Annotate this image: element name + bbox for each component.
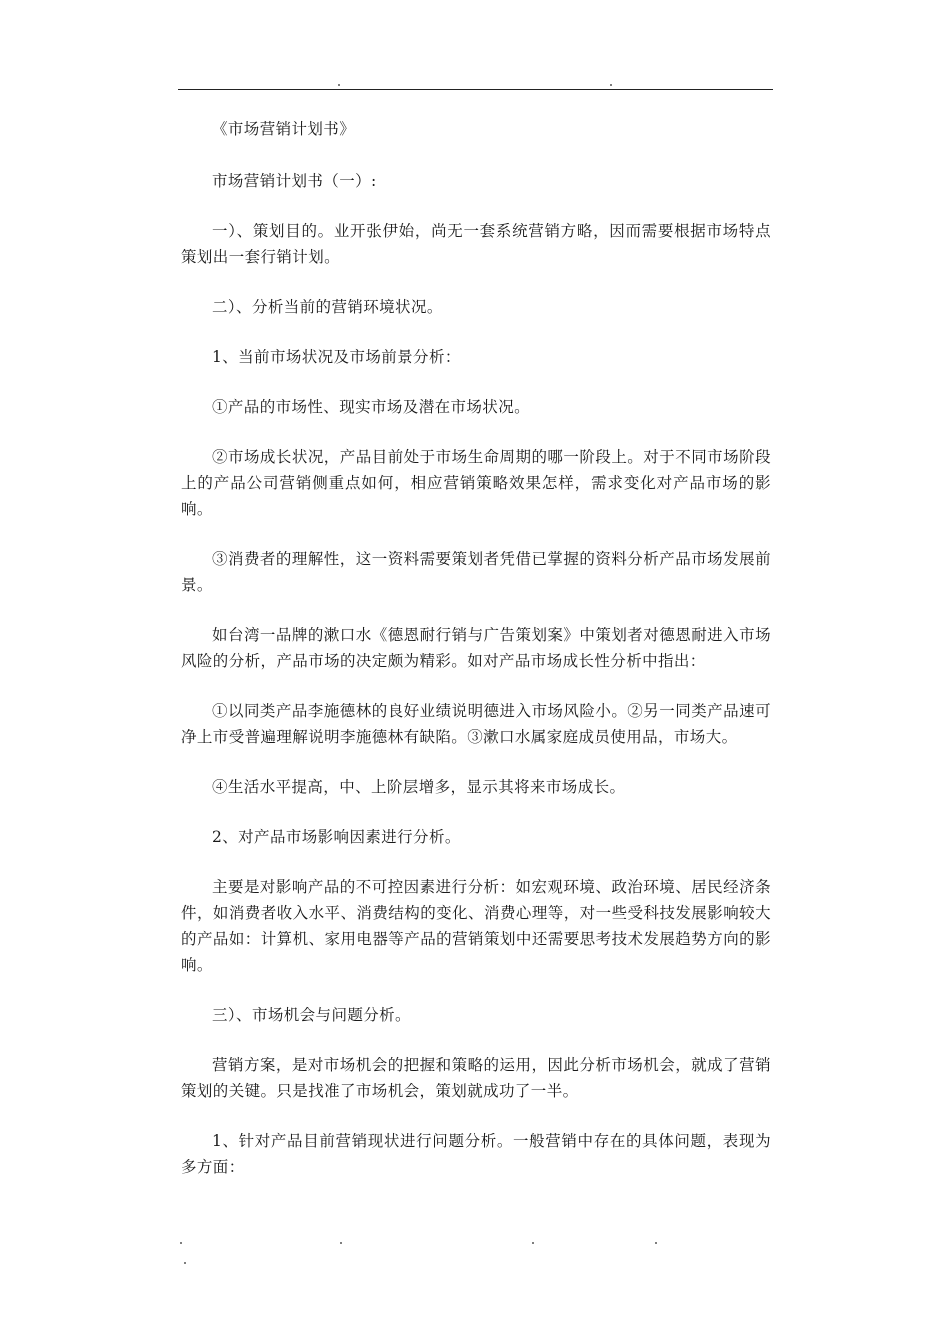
section-heading: 市场营销计划书（一）: (212, 172, 377, 190)
footer-dot-mark (180, 1242, 182, 1244)
document-title: 《市场营销计划书》 (212, 120, 356, 138)
subsection-heading: 2、对产品市场影响因素进行分析。 (212, 828, 461, 846)
footer-dot-mark (340, 1242, 342, 1244)
section-heading: 二）、分析当前的营销环境状况。 (212, 298, 443, 316)
header-dot-mark (610, 84, 612, 86)
list-item: ③消费者的理解性，这一资料需要策划者凭借已掌握的资料分析产品市场发展前景。 (181, 550, 771, 594)
footer-dot-mark (655, 1242, 657, 1244)
list-item: ②市场成长状况，产品目前处于市场生命周期的哪一阶段上。对于不同市场阶段上的产品公司营销侧重点如何，相应营销策略效果怎样，需求变化对产品市场的影响。 (181, 448, 771, 518)
document-body (181, 116, 771, 1204)
paragraph: 营销方案，是对市场机会的把握和策略的运用，因此分析市场机会，就成了营销策划的关键。只是找准了市场机会，策划就成功了一半。 (181, 1056, 771, 1100)
paragraph: 主要是对影响产品的不可控因素进行分析：如宏观环境、政治环境、居民经济条件，如消费者收入水平、消费结构的变化、消费心理等，对一些受科技发展影响较大的产品如：计算机、家用电器等产品的营销策划中还需要思考技术发展趋势方向的影响。 (181, 878, 771, 974)
subsection-heading: 1、针对产品目前营销现状进行问题分析。一般营销中存在的具体问题，表现为多方面： (181, 1132, 771, 1176)
list-item: ①以同类产品李施德林的良好业绩说明德进入市场风险小。②另一同类产品速可净上市受普遍理解说明李施德林有缺陷。③漱口水属家庭成员使用品，市场大。 (181, 702, 771, 746)
section-heading: 三）、市场机会与问题分析。 (212, 1006, 411, 1024)
header-rule (178, 89, 773, 90)
footer-dot-mark (184, 1262, 186, 1264)
paragraph: 一）、策划目的。业开张伊始，尚无一套系统营销方略，因而需要根据市场特点策划出一套行销计划。 (181, 222, 771, 266)
header-dot-mark (338, 84, 340, 86)
list-item: ①产品的市场性、现实市场及潜在市场状况。 (212, 398, 531, 416)
list-item: ④生活水平提高，中、上阶层增多，显示其将来市场成长。 (212, 778, 626, 796)
footer-dot-mark (532, 1242, 534, 1244)
paragraph: 如台湾一品牌的漱口水《德恩耐行销与广告策划案》中策划者对德恩耐进入市场风险的分析，产品市场的决定颇为精彩。如对产品市场成长性分析中指出： (181, 626, 771, 670)
subsection-heading: 1、当前市场状况及市场前景分析： (212, 348, 461, 366)
